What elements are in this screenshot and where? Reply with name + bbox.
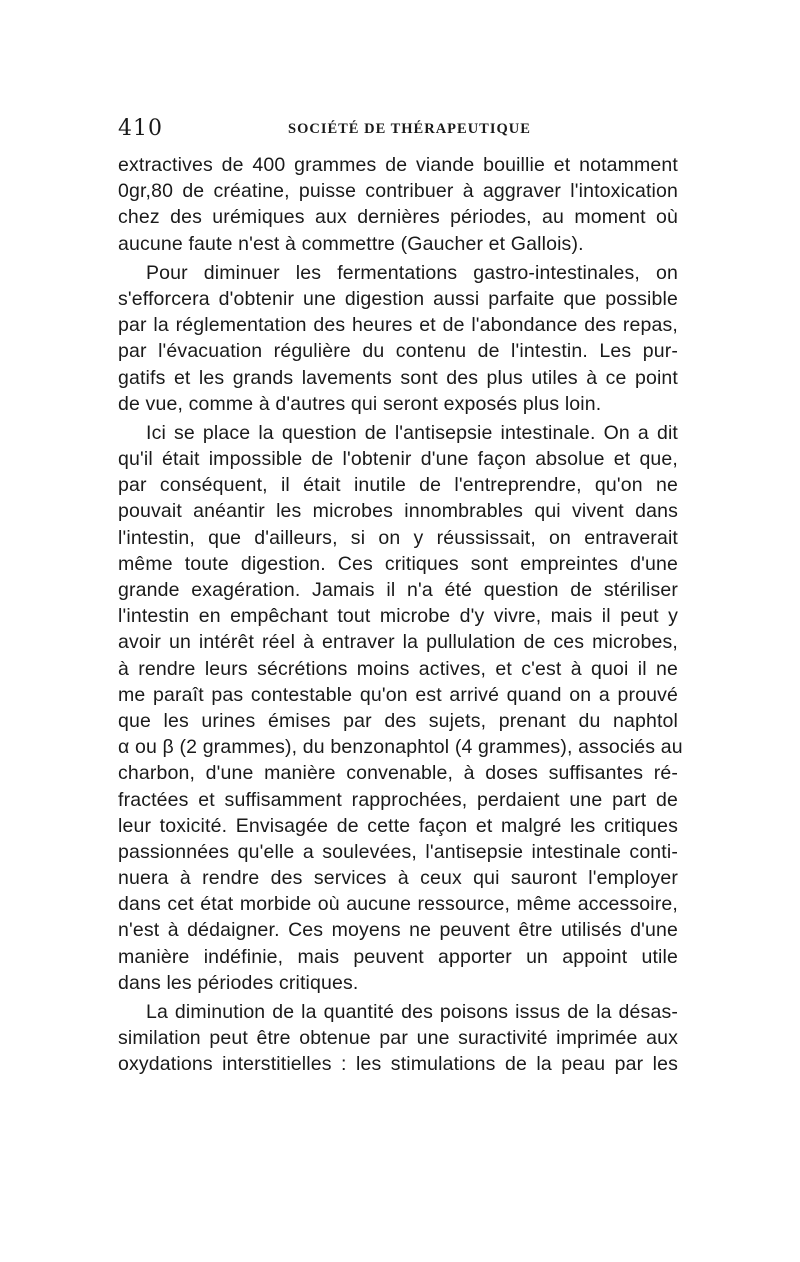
text-line: oxydations interstitielles : les stimulations de la peau par les — [118, 1053, 678, 1076]
text-line: charbon, d'une manière convenable, à doses suffisantes ré- — [118, 762, 678, 785]
text-line: grande exagération. Jamais il n'a été question de stériliser — [118, 579, 678, 601]
text-line: Pour diminuer les fermentations gastro-intestinales, on — [146, 261, 678, 284]
text-line: similation peut être obtenue par une suractivité imprimée aux — [118, 1027, 678, 1050]
text-line: pouvait anéantir les microbes innombrables qui vivent dans — [118, 500, 678, 523]
text-line: même toute digestion. Ces critiques sont empreintes d'une — [118, 552, 678, 575]
text-line: que les urines émises par des sujets, prenant du naphtol — [118, 709, 678, 732]
page-header — [118, 116, 678, 148]
text-line: passionnées qu'elle a soulevées, l'antisepsie intestinale conti- — [118, 840, 678, 863]
text-line: dans cet état morbide où aucune ressource, même accessoire, — [118, 893, 678, 916]
text-line: 0gr,80 de créatine, puisse contribuer à aggraver l'intoxication — [118, 180, 678, 203]
text-line: par conséquent, il était inutile de l'entreprendre, qu'on ne — [118, 474, 678, 497]
text-line: avoir un intérêt réel à entraver la pullulation de ces microbes, — [118, 631, 678, 654]
text-line: à rendre leurs sécrétions moins actives, et c'est à quoi il ne — [118, 657, 678, 680]
text-line: par l'évacuation régulière du contenu de l'intestin. Les pur- — [118, 340, 678, 363]
running-head: SOCIÉTÉ DE THÉRAPEUTIQUE — [288, 121, 531, 137]
text-line: extractives de 400 grammes de viande bouillie et notamment — [118, 154, 678, 176]
text-line: dans les périodes critiques. — [118, 971, 359, 994]
text-line: leur toxicité. Envisagée de cette façon et malgré les critiques — [118, 814, 678, 837]
text-line: Ici se place la question de l'antisepsie intestinale. On a dit — [146, 421, 678, 444]
text-line: α ou β (2 grammes), du benzonaphtol (4 grammes), associés au — [118, 736, 683, 759]
text-line: l'intestin en empêchant tout microbe d'y vivre, mais il peut y — [118, 605, 678, 628]
text-line: l'intestin, que d'ailleurs, si on y réussissait, on entraverait — [118, 526, 678, 549]
text-line: me paraît pas contestable qu'on est arrivé quand on a prouvé — [118, 683, 678, 706]
text-line: qu'il était impossible de l'obtenir d'une façon absolue et que, — [118, 448, 678, 471]
page-number: 410 — [118, 116, 163, 141]
text-line: manière indéfinie, mais peuvent apporter un appoint utile — [118, 945, 678, 968]
text-line: nuera à rendre des services à ceux qui sauront l'employer — [118, 867, 678, 890]
text-line: de vue, comme à d'autres qui seront exposés plus loin. — [118, 392, 602, 415]
text-line: chez des urémiques aux dernières périodes, au moment où — [118, 206, 678, 229]
text-line: par la réglementation des heures et de l'abondance des repas, — [118, 314, 678, 337]
paragraph-2 — [118, 260, 678, 417]
paragraph-3 — [118, 420, 683, 996]
paragraph-1 — [118, 152, 678, 257]
text-line: La diminution de la quantité des poisons issus de la désas- — [146, 1001, 678, 1023]
body-text — [118, 152, 683, 1078]
text-line: gatifs et les grands lavements sont des plus utiles à ce point — [118, 366, 678, 389]
paragraph-4 — [118, 999, 678, 1078]
text-line: n'est à dédaigner. Ces moyens ne peuvent être utilisés d'une — [118, 919, 678, 942]
text-line: fractées et suffisamment rapprochées, perdaient une part de — [118, 788, 678, 811]
text-line: s'efforcera d'obtenir une digestion aussi parfaite que possible — [118, 287, 678, 310]
text-line: aucune faute n'est à commettre (Gaucher et Gallois). — [118, 232, 584, 255]
